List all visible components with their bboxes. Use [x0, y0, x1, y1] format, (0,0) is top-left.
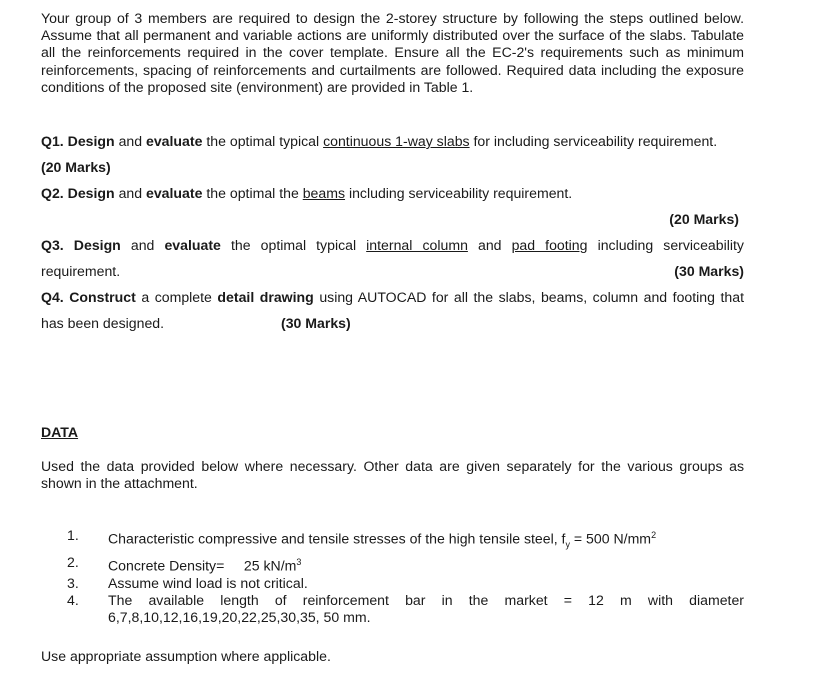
item-4-text: The available length of reinforcement bar in the market = 12 m with diameter 6,7,8,10,12,16,19,20,22,25,30,35, 50 mm. [108, 591, 744, 625]
item-1-subscript: y [565, 539, 570, 550]
q4-pre: a complete [141, 289, 212, 305]
list-text [108, 554, 744, 575]
q3-pre: the optimal typical [230, 237, 357, 253]
list-item [41, 592, 744, 626]
list-number: 1. [67, 527, 79, 543]
question-3 [41, 232, 744, 284]
question-2 [41, 180, 744, 206]
q2-post: including serviceability requirement. [348, 185, 573, 201]
q1-label: Q1. [41, 133, 64, 149]
q4-construct: Construct [69, 289, 136, 305]
q1-underlined-term: continuous 1-way slabs [323, 133, 470, 149]
document-body [41, 10, 745, 664]
item-2-text: Concrete Density= 25 kN/m [108, 557, 297, 574]
q3-evaluate: evaluate [164, 237, 221, 253]
list-text [108, 527, 744, 554]
list-number: 2. [67, 553, 79, 570]
q2-underlined-term: beams [302, 185, 346, 201]
q2-label: Q2. [41, 185, 64, 201]
question-1 [41, 128, 744, 154]
question-4 [41, 284, 744, 336]
list-number: 3. [67, 574, 79, 591]
q2-pre: the optimal the [206, 185, 299, 201]
item-2-superscript: 3 [296, 556, 302, 567]
q2-and: and [118, 185, 143, 201]
q4-label: Q4. [41, 289, 64, 305]
item-1-superscript: 2 [651, 530, 657, 540]
q2-marks: (20 Marks) [669, 211, 739, 227]
q2-design: Design [67, 185, 115, 201]
q3-label: Q3. [41, 237, 64, 253]
q1-pre: the optimal typical [206, 133, 320, 149]
q3-underlined-column: internal column [366, 237, 468, 253]
q1-design: Design [67, 133, 115, 149]
data-intro: Used the data provided below where necessary. Other data are given separately for the various groups as shown in the attachment. [41, 458, 744, 492]
list-item [41, 527, 744, 554]
q3-mid: and [477, 237, 502, 253]
data-list [41, 527, 744, 626]
intro-paragraph: Your group of 3 members are required to design the 2-storey structure by following the steps outlined below. Assume that all permanent and variable actions are uniformly distributed over the surface of the slabs. Tabulate all the reinforcements required in the cover template. Ensure all the EC-2's requirements such as minimum reinforcements, spacing of reinforcements and curtailments are followed. Required data including the exposure conditions of the proposed site (environment) are provided in Table 1. [41, 10, 744, 95]
list-item [41, 575, 744, 592]
item-1-text: Characteristic compressive and tensile stresses of the high tensile steel, f [108, 530, 566, 547]
questions [41, 128, 744, 336]
q4-marks: (30 Marks) [281, 315, 351, 331]
q1-evaluate: evaluate [146, 133, 203, 149]
closing-note: Use appropriate assumption where applicable. [41, 648, 331, 664]
q3-post: including serviceability requirement. [41, 237, 744, 279]
q3-design: Design [73, 237, 121, 253]
list-number: 4. [67, 591, 79, 608]
q2-evaluate: evaluate [146, 185, 203, 201]
q4-post: using AUTOCAD for all the slabs, beams, column and footing that has been designed. [41, 289, 745, 331]
data-heading: DATA [41, 424, 79, 440]
q3-and: and [130, 237, 155, 253]
list-item [41, 554, 744, 575]
q3-underlined-footing: pad footing [511, 237, 588, 253]
q1-marks: (20 Marks) [41, 159, 111, 175]
q3-marks: (30 Marks) [674, 263, 744, 279]
q4-detail-drawing: detail drawing [217, 289, 314, 305]
q1-and: and [118, 133, 143, 149]
q1-post: for including serviceability requirement. [473, 133, 718, 149]
item-1-after: = 500 N/mm [569, 530, 652, 547]
item-3-text: Assume wind load is not critical. [108, 574, 308, 591]
